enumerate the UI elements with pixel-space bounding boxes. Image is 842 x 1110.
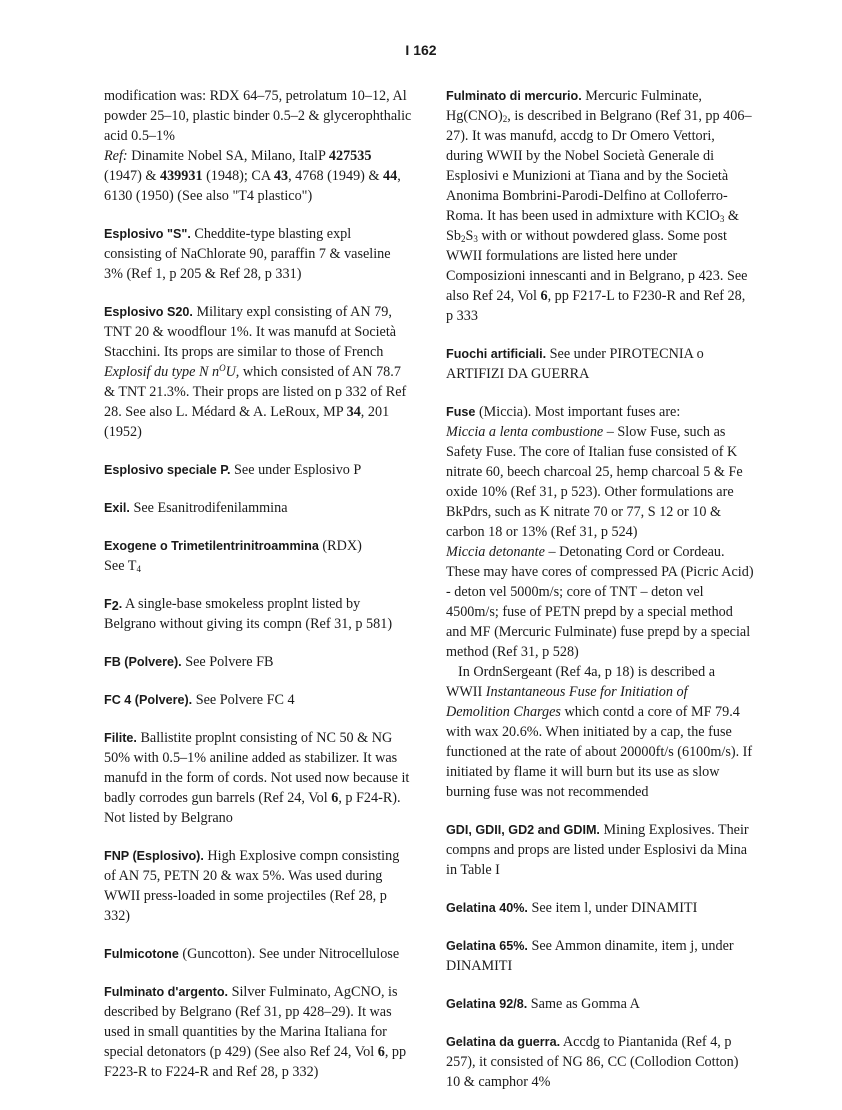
entry-text: (1948); CA	[206, 168, 271, 184]
entry-f2	[104, 594, 412, 634]
entry-heading: Fulminato d'argento.	[104, 985, 229, 999]
entry-fuse	[446, 402, 754, 802]
entry-gelatina-da-guerra	[446, 1032, 754, 1092]
entry-exil	[104, 498, 412, 518]
entry-heading: Esplosivo "S".	[104, 227, 191, 241]
entry-heading: FB (Polvere).	[104, 655, 182, 669]
volume-number: 6	[377, 1044, 385, 1060]
patent-number: 439931	[159, 168, 203, 184]
entry-text: See Polvere FC 4	[195, 692, 295, 708]
subscript: 3	[719, 214, 725, 224]
entry-text-italic: Instantaneous Fuse for Initiation of Demolition Charges	[446, 684, 688, 720]
entry-text: A single-base smokeless proplnt listed by Belgrano without giving its compn (Ref 31, p 581)	[104, 596, 393, 632]
subscript: 3	[473, 234, 478, 244]
entry-text-italic: U,	[225, 364, 240, 380]
entry-text: Military expl consisting of AN 79, TNT 20 & woodflour 1%. It was manufd at Società Stacchini. Its props are similar to those of French	[104, 304, 397, 360]
page-number: I 162	[405, 42, 437, 58]
entry-text: In OrdnSergeant (Ref 4a, p 18) is described a WWII	[446, 664, 716, 700]
ref-label: Ref:	[104, 148, 128, 164]
subscript: 4	[136, 564, 141, 574]
entry-heading: Fuochi artificiali.	[446, 347, 547, 361]
entry-heading: GDI, GDII, GD2 and GDIM.	[446, 823, 600, 837]
entry-heading: Gelatina 92/8.	[446, 997, 528, 1011]
volume-number: 6	[331, 790, 339, 806]
entry-heading: Fulmicotone	[104, 947, 179, 961]
entry-gelatina-65	[446, 936, 754, 976]
entry-esplosivo-s20	[104, 302, 412, 442]
entry-text: , 4768 (1949) &	[288, 168, 380, 184]
entry-heading: F	[104, 597, 112, 611]
entry-text: High Explosive compn consisting of AN 75, PETN 20 & wax 5%. Was used during WWII press-loaded in some projectiles (Ref 28, p 332)	[104, 848, 400, 924]
entry-heading: Gelatina da guerra.	[446, 1035, 561, 1049]
entry-heading: Esplosivo S20.	[104, 305, 193, 319]
entry-text: , pp F223-R to F224-R and Ref 28, p 332)	[104, 1044, 407, 1080]
entry-heading: Esplosivo speciale P.	[104, 463, 231, 477]
entry-text: Dinamite Nobel SA, Milano, ItalP	[131, 148, 326, 164]
entry-heading: Fulminato di mercurio.	[446, 89, 582, 103]
entry-text: Mining Explosives. Their compns and props are listed under Esplosivi da Mina in Table I	[446, 822, 749, 878]
entry-text: See under PIROTECNIA o ARTIFIZI DA GUERRA	[446, 346, 704, 382]
entry-gelatina-92-8	[446, 994, 754, 1014]
entry-text: (Guncotton). See under Nitrocellulose	[182, 946, 400, 962]
entry-heading: Filite.	[104, 731, 137, 745]
entry-text: Ballistite proplnt consisting of NC 50 & NG 50% with 0.5–1% aniline added as stabilizer. It was manufd in the form of cords. Not used now because it badly corrodes gun barrels (Ref 24, Vol	[104, 730, 410, 806]
entry-text: Accdg to Piantanida (Ref 4, p 257), it consisted of NG 86, CC (Collodion Cotton) 10 & camphor 4%	[446, 1034, 739, 1090]
entry-text-italic: Explosif du type N n	[104, 364, 220, 380]
volume-number: 44	[383, 168, 398, 184]
entry-heading: .	[118, 597, 123, 611]
entry-heading: FC 4 (Polvere).	[104, 693, 193, 707]
entry-text: which consisted of AN 78.7 & TNT 21.3%. Their props are listed on p 332 of Ref 28. See also L. Médard & A. LeRoux, MP	[104, 364, 407, 420]
entry-text: See Polvere FB	[185, 654, 274, 670]
entry-text: & Sb	[446, 208, 739, 244]
patent-number: 427535	[328, 148, 372, 164]
entry-text: , pp F217-L to F230-R and Ref 28, p 333	[446, 288, 746, 324]
superscript: O	[219, 363, 226, 373]
entry-heading: Gelatina 65%.	[446, 939, 528, 953]
entry-text: See Ammon dinamite, item j, under DINAMITI	[446, 938, 734, 974]
entry-filite	[104, 728, 412, 828]
right-column	[446, 86, 754, 1110]
entry-exogene	[104, 536, 412, 576]
entry-text: – Detonating Cord or Cordeau. These may have cores of compressed PA (Picric Acid) - deton vel 5000m/s; core of TNT – deton vel 4500m/s; fuse of PETN prepd by a special method and MF (Mercuric Fulminate) fuse prepd by a special method (Ref 31, p 528)	[446, 544, 754, 660]
entry-fc4	[104, 690, 412, 710]
volume-number: 43	[273, 168, 289, 184]
entry-text: See under Esplosivo P	[234, 462, 362, 478]
entry-text: See T	[104, 558, 137, 574]
entry-text: Mercuric Fulminate, Hg(CNO)	[446, 88, 702, 124]
entry-fulmicotone	[104, 944, 412, 964]
entry-heading: Exil.	[104, 501, 130, 515]
entry-text: which contd a core of MF 79.4 with wax 20.6%. When initiated by a cap, the fuse functioned at the rate of about 20000ft/s (6100m/s). If initiated by flame it will burn but its use as slow burning fuse was not recommended	[446, 704, 753, 800]
volume-number: 6	[540, 288, 548, 304]
entry-text: S	[465, 228, 474, 244]
entry-heading: FNP (Esplosivo).	[104, 849, 204, 863]
entry-text: , 6130 (1950) (See also "T4 plastico")	[104, 168, 401, 204]
entry-text: , p F24-R). Not listed by Belgrano	[104, 790, 401, 826]
entry-fb	[104, 652, 412, 672]
subscript: 2	[460, 234, 466, 244]
entry-fulminato-argento	[104, 982, 412, 1082]
entry-gdi	[446, 820, 754, 880]
left-column	[104, 86, 412, 1100]
entry-fulminato-mercurio	[446, 86, 754, 326]
volume-number: 34	[346, 404, 361, 420]
entry-text: Same as Gomma A	[530, 996, 640, 1012]
entry-text: , is described in Belgrano (Ref 31, pp 406–27). It was manufd, accdg to Dr Omero Vettori, during WWII by the Nobel Società Generale di Esplosivi e Munizioni at Tiana and by the Società Anonima Bombrini-Parodi-Delfino at Colloferro-Roma. It has been used in admixture with KClO	[446, 108, 752, 224]
entry-continuation	[104, 86, 412, 206]
entry-text: – Slow Fuse, such as Safety Fuse. The core of Italian fuse consisted of K nitrate 60, beech charcoal 25, hemp charcoal 5 & Fe oxide 10% (Ref 31, p 523). Other formulations are BkPdrs, such as K nitrate 70 or 77, S 12 or 10 & carbon 18 or 13% (Ref 31, p 524)	[446, 424, 743, 540]
entry-esplosivo-s	[104, 224, 412, 284]
entry-heading: Exogene o Trimetilentrinitroammina	[104, 539, 319, 553]
entry-text: with or without powdered glass. Some post WWII formulations are listed here under Composizioni innescanti and in Belgrano, p 423. See also Ref 24, Vol	[446, 228, 748, 304]
entry-text: modification was: RDX 64–75, petrolatum 10–12, Al powder 25–10, plastic binder 0.5–2 & glycerophthalic acid 0.5–1%	[104, 88, 412, 144]
entry-heading: Gelatina 40%.	[446, 901, 528, 915]
entry-text: See Esanitrodifenilammina	[133, 500, 288, 516]
entry-text: (Miccia). Most important fuses are:	[478, 404, 681, 420]
entry-esplosivo-speciale-p	[104, 460, 412, 480]
entry-text-italic: Miccia a lenta combustione	[446, 424, 604, 440]
entry-text: Silver Fulminato, AgCNO, is described by Belgrano (Ref 31, pp 428–29). It was used in small quantities by the Marina Italiana for special detonators (p 429) (See also Ref 24, Vol	[104, 984, 398, 1060]
entry-text: (RDX)	[322, 538, 362, 554]
entry-fnp	[104, 846, 412, 926]
subscript: 2	[502, 114, 508, 124]
entry-text: Cheddite-type blasting expl consisting of NaChlorate 90, paraffin 7 & vaseline 3% (Ref 1, p 205 & Ref 28, p 331)	[104, 226, 391, 282]
entry-gelatina-40	[446, 898, 754, 918]
entry-heading: Fuse	[446, 405, 476, 419]
subscript: 2	[111, 599, 119, 613]
entry-text-italic: Miccia detonante	[446, 544, 545, 560]
entry-text: See item l, under DINAMITI	[531, 900, 698, 916]
entry-fuochi-artificiali	[446, 344, 754, 384]
entry-text: , 201 (1952)	[104, 404, 390, 440]
entry-text: (1947) &	[104, 168, 157, 184]
